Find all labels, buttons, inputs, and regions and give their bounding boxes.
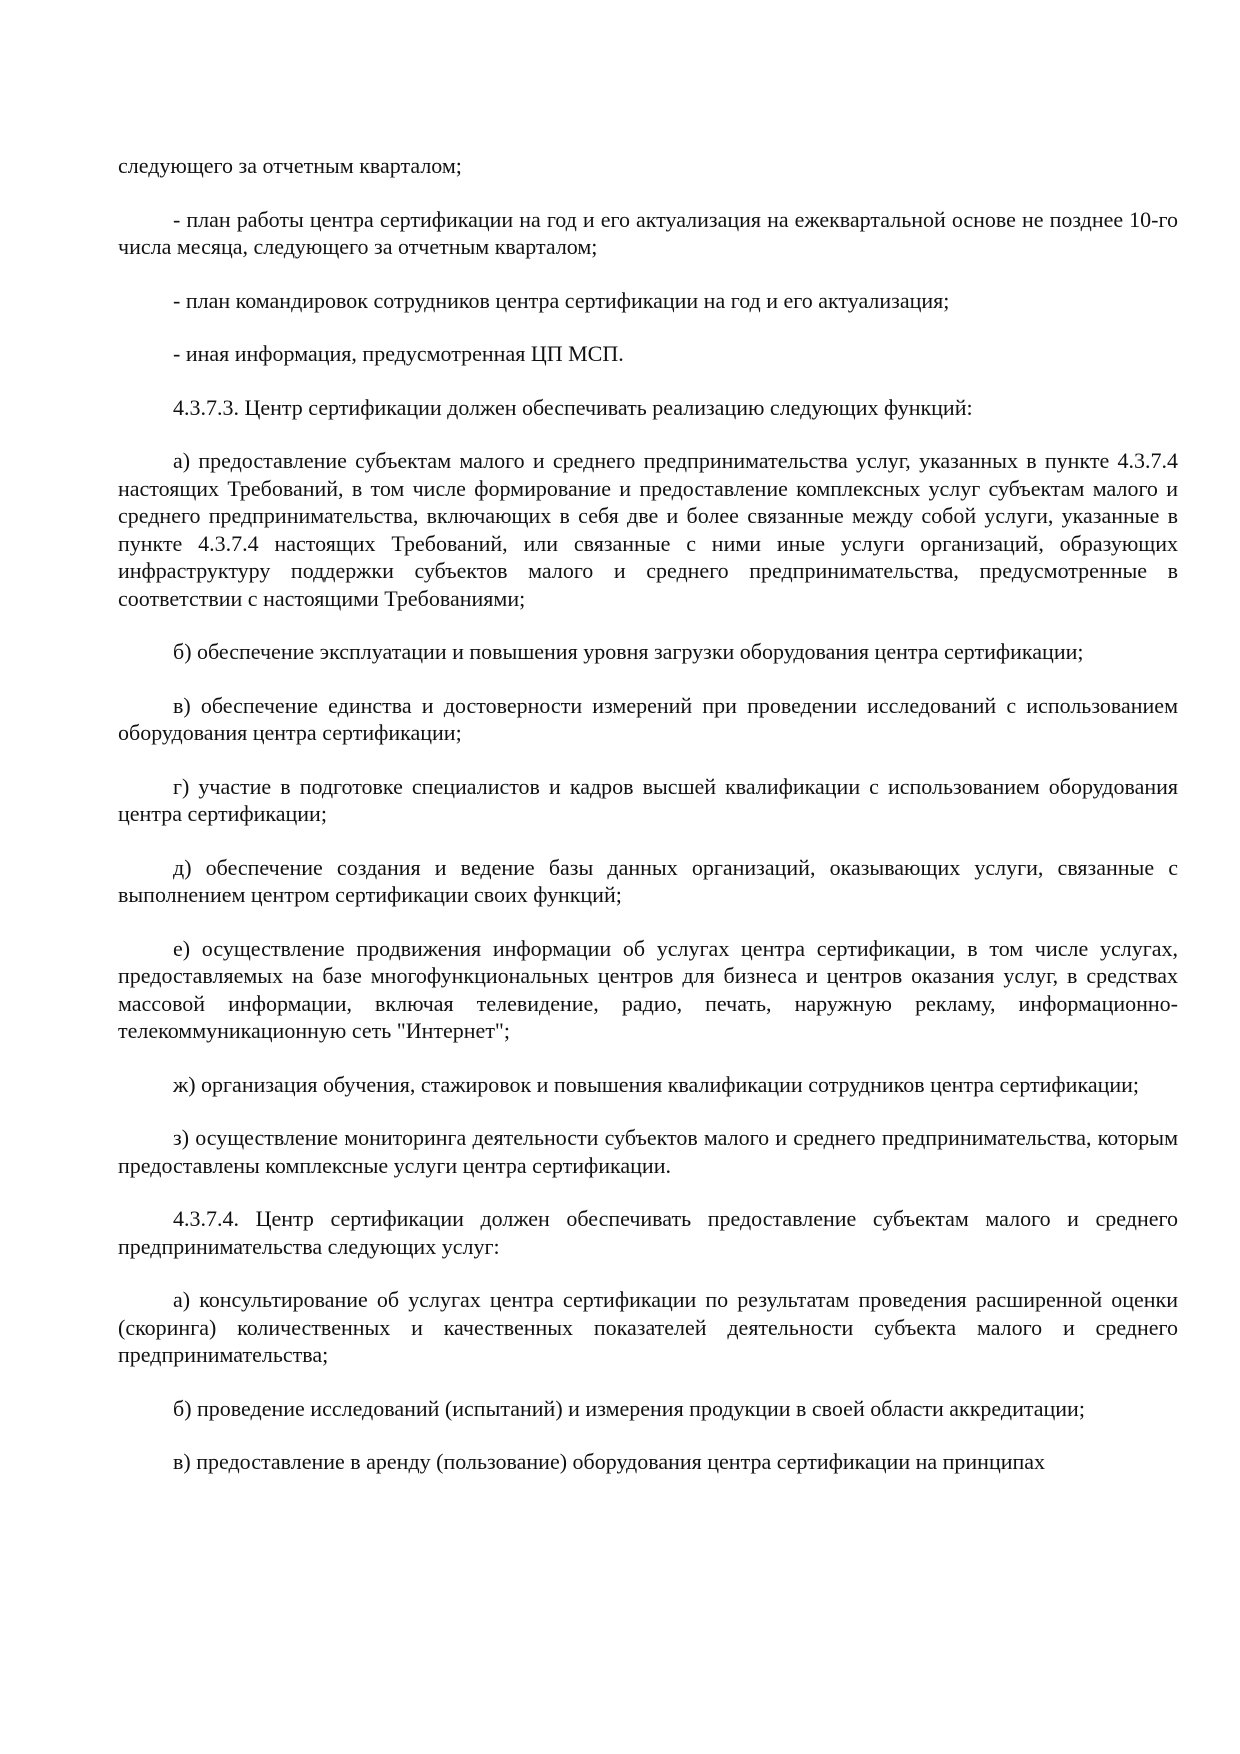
paragraph: - иная информация, предусмотренная ЦП МСП. [173,341,624,366]
list-item: в) предоставление в аренду (пользование) оборудования центра сертификации на принципах [173,1449,1046,1474]
list-item: а) предоставление субъектам малого и среднего предпринимательства услуг, указанных в пункте 4.3.7.4 настоящих Требований, в том числе формирование и предоставление комплексных услуг субъектам малого и среднего предпринимательства, включающих в себя две и более связанные между собой услуги, указанные в пункте 4.3.7.4 настоящих Требований, или связанные с ними иные услуги организаций, образующих инфраструктуру поддержки субъектов малого и среднего предпринимательства, предусмотренные в соответствии с настоящими Требованиями; [118,448,1178,611]
list-item: ж) организация обучения, стажировок и повышения квалификации сотрудников центра сертификации; [173,1071,1140,1097]
list-item: а) консультирование об услугах центра сертификации по результатам проведения расширенной оценки (скоринга) количественных и качественных показателей деятельности субъекта малого и среднего предпринимательства; [118,1287,1178,1367]
list-item: е) осуществление продвижения информации об услугах центра сертификации, в том числе услугах, предоставляемых на базе многофункциональных центров для бизнеса и центров оказания услуг, в средствах массовой информации, включая телевидение, радио, печать, наружную рекламу, информационно-телекоммуникационную сеть "Интернет"; [118,935,1178,1043]
list-item: в) обеспечение единства и достоверности измерений при проведении исследований с использованием оборудования центра сертификации; [118,692,1178,745]
list-item: б) обеспечение эксплуатации и повышения уровня загрузки оборудования центра сертификации; [173,639,1084,664]
list-item: б) проведение исследований (испытаний) и измерения продукции в своей области аккредитации; [173,1395,1085,1421]
list-item: з) осуществление мониторинга деятельности субъектов малого и среднего предпринимательства, которым предоставлены комплексные услуги центра сертификации. [118,1125,1178,1178]
list-item: д) обеспечение создания и ведение базы данных организаций, оказывающих услуги, связанные с выполнением центром сертификации своих функций; [118,854,1178,907]
paragraph: следующего за отчетным кварталом; [118,153,462,178]
paragraph: - план работы центра сертификации на год и его актуализация на ежеквартальной основе не позднее 10-го числа месяца, следующего за отчетным кварталом; [118,206,1178,259]
list-item: г) участие в подготовке специалистов и кадров высшей квалификации с использованием оборудования центра сертификации; [118,773,1178,826]
document-page [118,152,1178,1502]
paragraph: - план командировок сотрудников центра сертификации на год и его актуализация; [173,287,950,313]
section-heading-4-3-7-4: 4.3.7.4. Центр сертификации должен обеспечивать предоставление субъектам малого и среднего предпринимательства следующих услуг: [118,1206,1178,1259]
section-heading-4-3-7-3: 4.3.7.3. Центр сертификации должен обеспечивать реализацию следующих функций: [173,394,973,420]
